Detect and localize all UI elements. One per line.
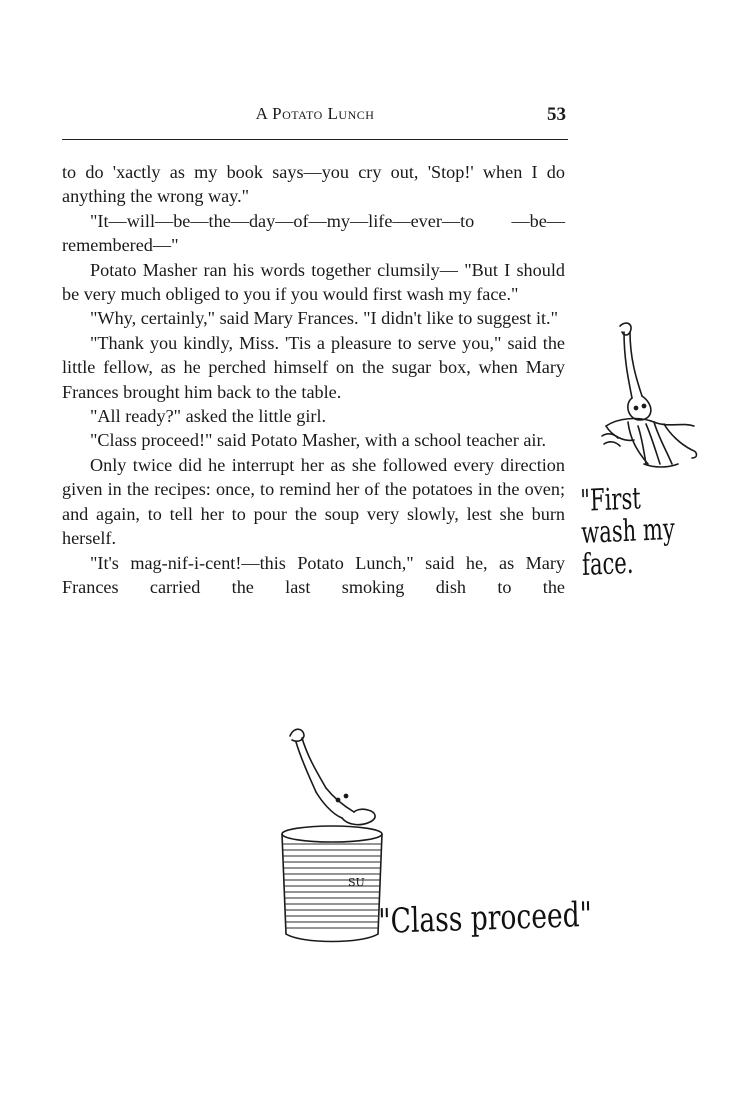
paragraph: "It—will—be—the—day—of—my—life—ever—to —be—remembered—"	[62, 210, 565, 256]
second-illustration-caption: "Class proceed"	[378, 894, 593, 942]
paragraph: to do 'xactly as my book says—you cry out, 'Stop!' when I do anything the wrong way."	[62, 162, 565, 207]
paragraph: Potato Masher ran his words together clumsily— "But I should be very much obliged to you if you would first wash my face."	[62, 259, 565, 305]
can-label: SU	[348, 876, 365, 889]
page-number: 53	[547, 104, 566, 125]
running-title-text: A Potato Lunch	[255, 104, 375, 123]
paragraph: "Why, certainly," said Mary Frances. "I didn't like to suggest it."	[90, 308, 559, 329]
paragraph: "All ready?" asked the little girl.	[90, 406, 327, 427]
header-rule	[62, 139, 568, 140]
paragraph: "It's mag-nif-i-cent!—this Potato Lunch," said he, as Mary Frances carried the last smoking dish to the	[62, 552, 565, 597]
potato-masher-washing-illustration	[598, 318, 708, 488]
page-header	[62, 104, 568, 130]
running-title	[62, 104, 568, 124]
paragraph: Only twice did he interrupt her as she followed every direction given in the recipes: once, to remind her of the potatoes in the oven; and again, to tell her to pour the soup very slowly, lest she burn herself.	[62, 454, 565, 549]
paragraph: "Class proceed!" said Potato Masher, with a school teacher air.	[90, 430, 547, 451]
paragraph: "Thank you kindly, Miss. 'Tis a pleasure to serve you," said the little fellow, as he perched himself on the sugar box, when Mary Frances brought him back to the table.	[62, 332, 565, 402]
first-illustration-caption: "First wash my face.	[579, 481, 676, 583]
body-text	[62, 160, 565, 599]
